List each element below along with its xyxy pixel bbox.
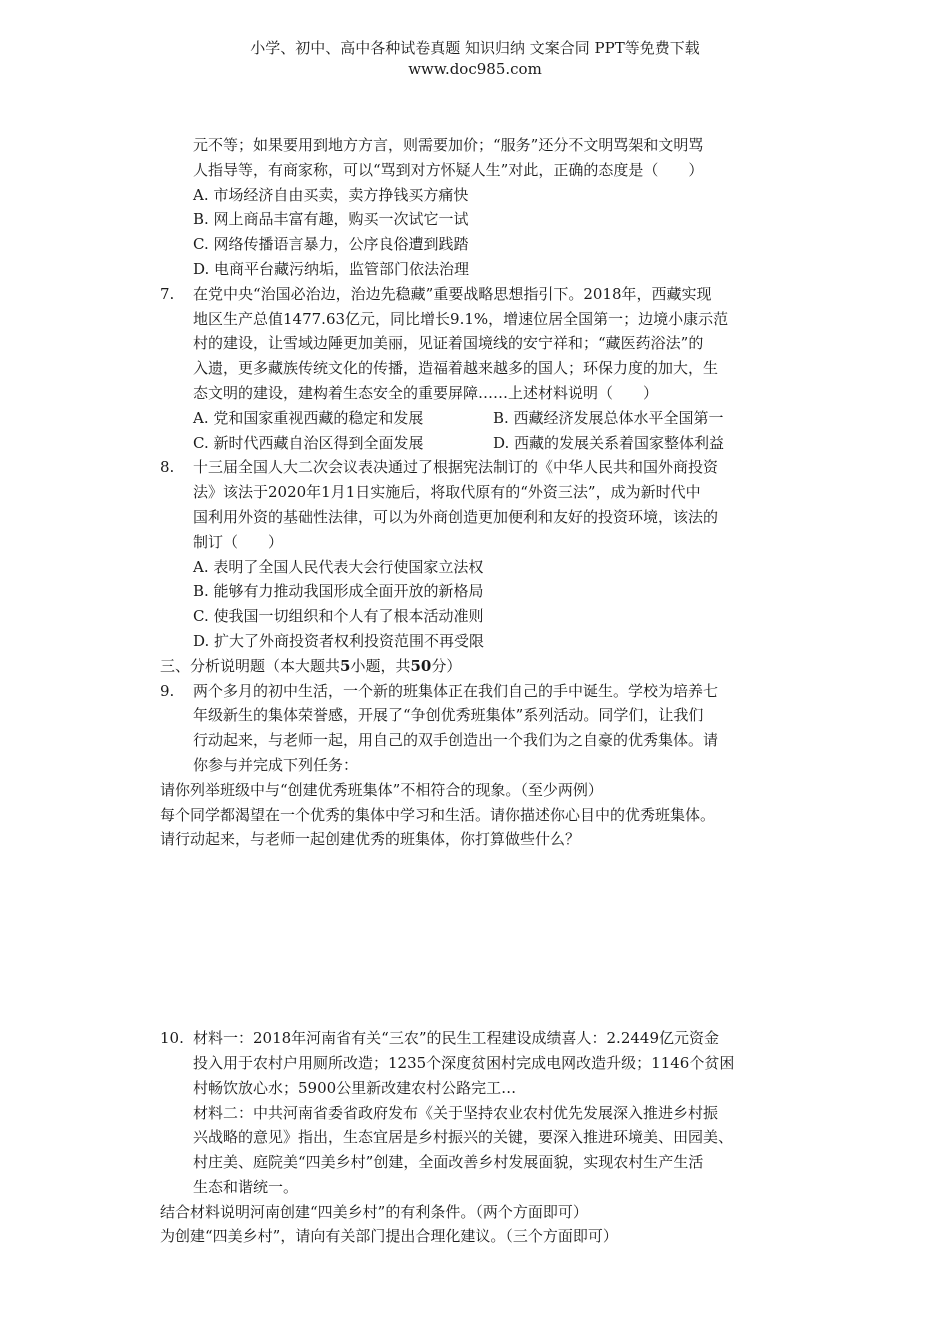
question-6-text: 元不等；如果要用到地方方言，则需要加价；“服务”还分不文明骂架和文明骂 bbox=[193, 136, 704, 154]
question-number: 9. bbox=[160, 681, 175, 700]
question-8-text: 法》该法于2020年1月1日实施后，将取代原有的“外资三法”，成为新时代中 bbox=[193, 483, 701, 502]
question-6-text: 人指导等，有商家称，可以“骂到对方怀疑人生”对此，正确的态度是（ ） bbox=[193, 160, 704, 179]
question-6-option-d: D. 电商平台藏污纳垢，监管部门依法治理 bbox=[193, 259, 470, 278]
question-10-text: 材料一：2018年河南省有关“三农”的民生工程建设成绩喜人：2.2449亿元资金 bbox=[193, 1029, 719, 1048]
question-10-text: 村畅饮放心水；5900公里新改建农村公路完工… bbox=[193, 1078, 517, 1097]
question-8-option-d: D. 扩大了外商投资者权利投资范围不再受限 bbox=[193, 631, 485, 650]
question-6 bbox=[160, 133, 800, 282]
question-number: 10. bbox=[160, 1029, 184, 1048]
question-7-options-row bbox=[160, 431, 800, 456]
exam-content bbox=[160, 133, 800, 1249]
question-10-text: 兴战略的意见》指出，生态宜居是乡村振兴的关键，要深入推进环境美、田园美、 bbox=[193, 1128, 734, 1147]
question-10-text: 材料二：中共河南省委省政府发布《关于坚持农业农村优先发展深入推进乡村振 bbox=[193, 1103, 719, 1122]
question-9-text: 两个多月的初中生活，一个新的班集体正在我们自己的手中诞生。学校为培养七 bbox=[193, 681, 719, 700]
question-8-option-a: A. 表明了全国人民代表大会行使国家立法权 bbox=[193, 557, 484, 576]
question-7-text: 在党中央“治国必治边，治边先稳藏”重要战略思想指引下。2018年，西藏实现 bbox=[193, 284, 712, 303]
question-number: 8. bbox=[160, 458, 175, 477]
question-7-option-a: A. 党和国家重视西藏的稳定和发展 bbox=[193, 408, 424, 427]
answer-space bbox=[160, 852, 800, 1026]
question-9-task-3: 请行动起来，与老师一起创建优秀的班集体，你打算做些什么？ bbox=[160, 830, 581, 849]
question-7-text: 态文明的建设，建构着生态安全的重要屏障……上述材料说明（ ） bbox=[193, 383, 659, 402]
question-8 bbox=[160, 455, 800, 653]
question-8-text: 制订（ ） bbox=[193, 532, 284, 551]
section-score: 50 bbox=[410, 656, 432, 675]
section-heading-text: 小题，共 bbox=[350, 656, 411, 675]
question-9-task-2: 每个同学都渴望在一个优秀的集体中学习和生活。请你描述你心目中的优秀班集体。 bbox=[160, 805, 716, 824]
page-header bbox=[0, 38, 950, 80]
header-promo-text: 小学、初中、高中各种试卷真题 知识归纳 文案合同 PPT等免费下载 bbox=[250, 39, 700, 57]
question-number: 7. bbox=[160, 284, 175, 303]
question-7-text: 地区生产总值1477.63亿元，同比增长9.1%，增速位居全国第一；边境小康示范 bbox=[193, 309, 729, 328]
question-7 bbox=[160, 282, 800, 456]
question-7-options-row bbox=[160, 406, 800, 431]
question-10 bbox=[160, 1026, 800, 1249]
question-8-option-b: B. 能够有力推动我国形成全面开放的新格局 bbox=[193, 582, 484, 601]
section-heading-text: 分） bbox=[431, 656, 462, 675]
section-heading-text: 三、分析说明题（本大题共 bbox=[160, 656, 341, 675]
question-9-task-1: 请你列举班级中与“创建优秀班集体”不相符合的现象。（至少两例） bbox=[160, 780, 603, 799]
question-6-option-b: B. 网上商品丰富有趣，购买一次试它一试 bbox=[193, 210, 469, 229]
question-7-text: 村的建设，让雪域边陲更加美丽，见证着国境线的安宁祥和；“藏医药浴法”的 bbox=[193, 334, 704, 353]
question-6-option-c: C. 网络传播语言暴力，公序良俗遭到践踏 bbox=[193, 235, 469, 254]
question-8-option-c: C. 使我国一切组织和个人有了根本活动准则 bbox=[193, 607, 484, 626]
question-8-text: 十三届全国人大二次会议表决通过了根据宪法制订的《中华人民共和国外商投资 bbox=[193, 458, 719, 477]
header-website: www.doc985.com bbox=[408, 60, 542, 78]
section-question-count: 5 bbox=[340, 656, 351, 675]
question-10-text: 生态和谐统一。 bbox=[193, 1177, 299, 1196]
question-7-option-c: C. 新时代西藏自治区得到全面发展 bbox=[193, 433, 424, 452]
question-7-text: 入遗，更多藏族传统文化的传播，造福着越来越多的国人；环保力度的加大，生 bbox=[193, 359, 719, 378]
question-9-text: 年级新生的集体荣誉感，开展了“争创优秀班集体”系列活动。同学们，让我们 bbox=[193, 706, 704, 725]
question-10-text: 村庄美、庭院美“四美乡村”创建，全面改善乡村发展面貌，实现农村生产生活 bbox=[193, 1153, 704, 1172]
question-8-text: 国利用外资的基础性法律，可以为外商创造更加便利和友好的投资环境，该法的 bbox=[193, 507, 719, 526]
question-7-option-b: B. 西藏经济发展总体水平全国第一 bbox=[493, 408, 724, 427]
question-10-task-1: 结合材料说明河南创建“四美乡村”的有利条件。（两个方面即可） bbox=[160, 1202, 588, 1221]
question-9-text: 你参与并完成下列任务： bbox=[193, 755, 359, 774]
question-10-task-2: 为创建“四美乡村”，请向有关部门提出合理化建议。（三个方面即可） bbox=[160, 1227, 618, 1246]
section-3-heading bbox=[160, 654, 800, 679]
question-9-text: 行动起来，与老师一起，用自己的双手创造出一个我们为之自豪的优秀集体。请 bbox=[193, 731, 719, 750]
question-10-text: 投入用于农村户用厕所改造；1235个深度贫困村完成电网改造升级；1146个贫困 bbox=[193, 1053, 735, 1072]
question-9 bbox=[160, 679, 800, 853]
question-6-option-a: A. 市场经济自由买卖，卖方挣钱买方痛快 bbox=[193, 185, 469, 204]
question-7-option-d: D. 西藏的发展关系着国家整体利益 bbox=[493, 433, 725, 452]
